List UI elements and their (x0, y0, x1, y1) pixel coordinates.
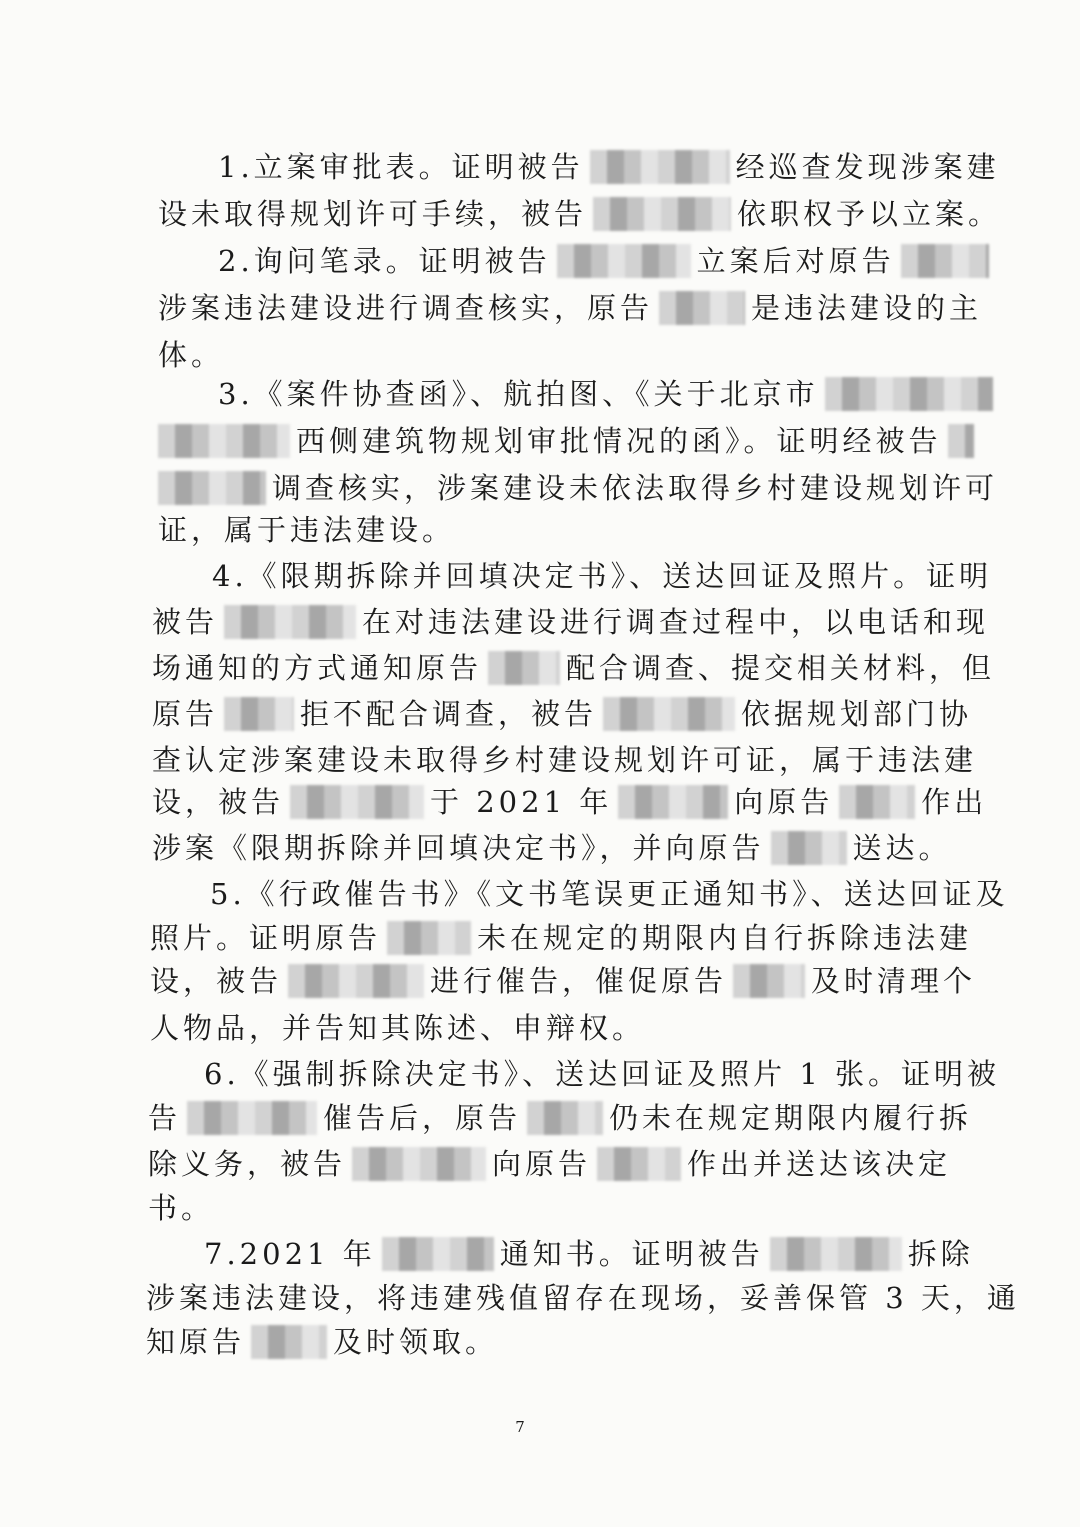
text-line (218, 368, 999, 416)
text-segment: 涉案《限期拆除并回填决定书》，并向原告 (152, 831, 765, 865)
text-segment: 催告后，原告 (323, 1101, 522, 1135)
text-segment: 送达。 (852, 831, 952, 865)
redaction-mark (770, 1237, 902, 1271)
page-number: 7 (515, 1418, 525, 1436)
text-segment: 通知书。证明被告 (499, 1237, 764, 1271)
text-line (150, 912, 972, 960)
text-segment: 设，被告 (152, 785, 285, 819)
text-segment: 原告 (152, 697, 219, 731)
text-segment: 于 2021 年 (430, 785, 613, 819)
text-segment: 依职权予以立案。 (737, 197, 1002, 231)
text-line (150, 955, 976, 1003)
text-segment: 7.2021 年 (204, 1237, 376, 1271)
text-line (152, 642, 995, 690)
text-line (148, 1092, 972, 1140)
text-segment: 3.《案件协查函》、航拍图、《关于北京市 (218, 377, 819, 411)
text-segment: 6.《强制拆除决定书》、送达回证及照片 1 张。证明被 (204, 1057, 1001, 1091)
text-line (148, 1138, 951, 1186)
text-line (152, 776, 987, 824)
text-segment: 经巡查发现涉案建 (735, 150, 1000, 184)
redaction-mark (224, 697, 294, 731)
redaction-mark (224, 605, 356, 639)
redaction-mark (825, 377, 993, 411)
redaction-mark (187, 1101, 317, 1135)
text-segment: 知原告 (146, 1325, 246, 1359)
redaction-mark (527, 1101, 603, 1135)
redaction-mark (839, 785, 915, 819)
redaction-mark (352, 1147, 486, 1181)
text-segment: 向原告 (734, 785, 834, 819)
text-segment: 立案后对原告 (696, 244, 895, 278)
text-line (146, 1272, 1020, 1320)
text-segment: 拒不配合调查，被告 (300, 697, 598, 731)
redaction-mark (488, 651, 560, 685)
text-segment: 在对违法建设进行调查过程中，以电话和现 (362, 605, 990, 639)
text-line (158, 504, 455, 552)
text-segment: 调查核实，涉案建设未依法取得乡村建设规划许可 (272, 471, 999, 505)
text-segment: 向原告 (492, 1147, 592, 1181)
text-segment: 1.立案审批表。证明被告 (218, 150, 584, 184)
redaction-mark (290, 785, 424, 819)
redaction-mark (382, 1237, 494, 1271)
redaction-mark (771, 831, 847, 865)
text-line (158, 188, 1001, 236)
redaction-mark (593, 197, 731, 231)
text-line (152, 688, 972, 736)
text-segment: 被告 (152, 605, 219, 639)
redaction-mark (158, 471, 266, 505)
text-segment: 证，属于违法建设。 (158, 513, 456, 547)
text-segment: 仍未在规定期限内履行拆 (609, 1101, 973, 1135)
text-segment: 及时领取。 (333, 1325, 499, 1359)
text-line (212, 550, 992, 598)
redaction-mark (618, 785, 728, 819)
text-line (152, 462, 998, 510)
text-segment: 涉案违法建设，将违建残值留存在现场，妥善保管 3 天，通 (146, 1281, 1020, 1315)
text-line (218, 141, 1000, 189)
text-segment: 人物品，并告知其陈述、申辩权。 (150, 1011, 646, 1045)
redaction-mark (557, 244, 691, 278)
text-segment: 未在规定的期限内自行拆除违法建 (477, 921, 973, 955)
text-segment: 体。 (158, 338, 225, 372)
text-line (152, 822, 952, 870)
text-segment: 场通知的方式通知原告 (152, 651, 483, 685)
text-segment: 4.《限期拆除并回填决定书》、送达回证及照片。证明 (212, 559, 993, 593)
text-segment: 拆除 (907, 1237, 974, 1271)
text-line (210, 868, 1009, 916)
text-line (158, 329, 224, 377)
text-line (148, 1182, 214, 1230)
redaction-mark (603, 697, 735, 731)
redaction-mark (733, 964, 805, 998)
text-line (152, 596, 989, 644)
redaction-mark (251, 1325, 327, 1359)
text-segment: 查认定涉案建设未取得乡村建设规划许可证，属于违法建 (152, 743, 978, 777)
text-line (150, 1002, 645, 1050)
redaction-mark (597, 1147, 681, 1181)
redaction-mark (288, 964, 424, 998)
text-segment: 依据规划部门协 (741, 697, 973, 731)
text-segment: 5.《行政催告书》《文书笔误更正通知书》、送达回证及 (210, 877, 1009, 911)
text-line (158, 282, 982, 330)
text-segment: 告 (148, 1101, 182, 1135)
redaction-mark (659, 291, 745, 325)
text-line (152, 734, 977, 782)
redaction-mark (387, 921, 471, 955)
text-segment: 作出并送达该决定 (687, 1147, 952, 1181)
redaction-mark (590, 150, 730, 184)
text-segment: 是违法建设的主 (751, 291, 983, 325)
text-line (204, 1048, 1000, 1096)
redaction-mark (901, 244, 989, 278)
text-line (146, 1316, 498, 1364)
text-segment: 西侧建筑物规划审批情况的函》。证明经被告 (296, 424, 942, 458)
text-line (152, 415, 980, 463)
text-segment: 照片。证明原告 (150, 921, 382, 955)
text-segment: 涉案违法建设进行调查核实，原告 (158, 291, 654, 325)
text-line (204, 1228, 974, 1276)
text-segment: 除义务，被告 (148, 1147, 347, 1181)
redaction-mark (948, 424, 974, 458)
text-segment: 配合调查、提交相关材料，但 (566, 651, 996, 685)
redaction-mark (158, 424, 290, 458)
text-segment: 及时清理个 (811, 964, 977, 998)
text-segment: 进行催告，催促原告 (430, 964, 728, 998)
text-segment: 书。 (148, 1191, 215, 1225)
text-segment: 设未取得规划许可手续，被告 (158, 197, 588, 231)
text-line (218, 235, 995, 283)
text-segment: 2.询问笔录。证明被告 (218, 244, 551, 278)
text-segment: 作出 (921, 785, 988, 819)
text-segment: 设，被告 (150, 964, 283, 998)
